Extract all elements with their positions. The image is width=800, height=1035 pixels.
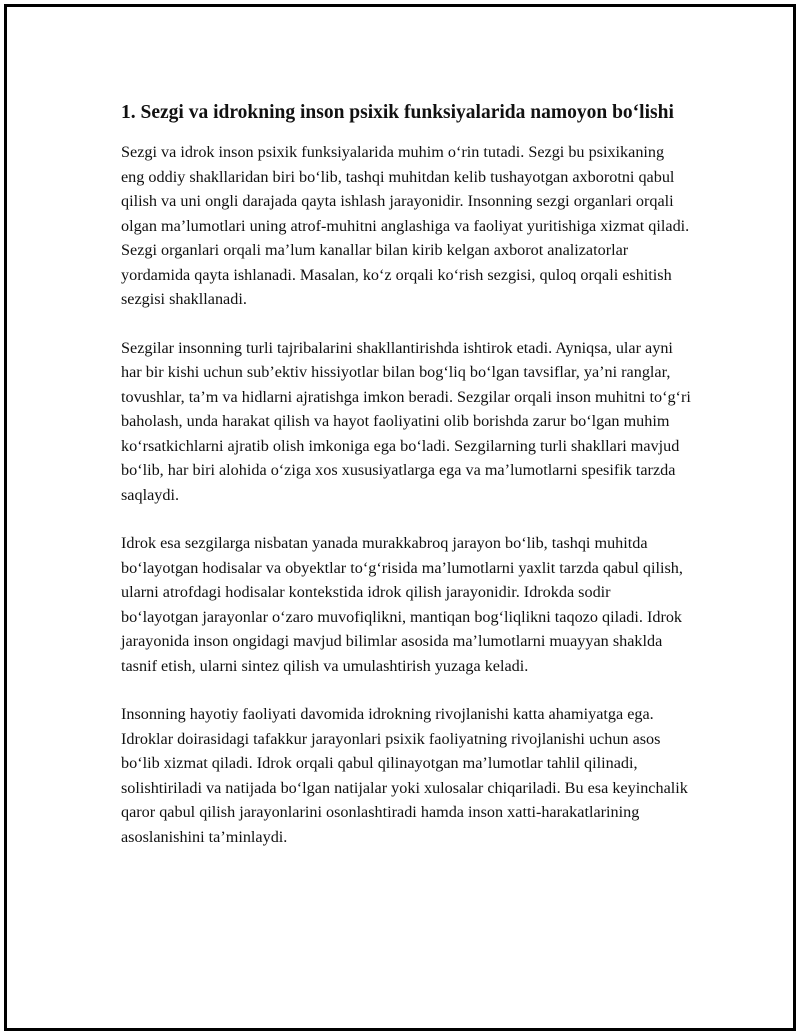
page-border <box>4 4 796 1031</box>
section-heading: 1. Sezgi va idrokning inson psixik funksiyalarida namoyon bo‘lishi <box>121 102 674 123</box>
document-body <box>121 99 691 873</box>
paragraph-2: Sezgilar insonning turli tajribalarini shakllantirishda ishtirok etadi. Ayniqsa, ular ayni har bir kishi uchun sub’ektiv hissiyotlar bilan bog‘liq bo‘lgan tavsiflar, ya’ni ranglar, tovushlar, ta’m va hidlarni ajratishga imkon beradi. Sezgilar orqali inson muhitni to‘g‘ri baholash, unda harakat qilish va hayot faoliyatini olib borishda zarur bo‘lgan muhim ko‘rsatkichlarni ajratib olish imkoniga ega bo‘ladi. Sezgilarning turli shakllari mavjud bo‘lib, har biri alohida o‘ziga xos xususiyatlarga ega va ma’lumotlarni spesifik tarzda saqlaydi. <box>121 338 691 504</box>
paragraph-3: Idrok esa sezgilarga nisbatan yanada murakkabroq jarayon bo‘lib, tashqi muhitda bo‘layotgan hodisalar va obyektlar to‘g‘risida ma’lumotlarni yaxlit tarzda qabul qilish, ularni atrofdagi hodisalar kontekstida idrok qilish jarayonidir. Idrokda sodir bo‘layotgan jarayonlar o‘zaro muvofiqlikni, mantiqan bog‘liqlikni taqozo qiladi. Idrok jarayonida inson ongidagi mavjud bilimlar asosida ma’lumotlarni muayyan shaklda tasnif etish, ularni sintez qilish va umulashtirish yuzaga keladi. <box>121 534 683 675</box>
paragraph-4: Insonning hayotiy faoliyati davomida idrokning rivojlanishi katta ahamiyatga ega. Idroklar doirasidagi tafakkur jarayonlari psixik faoliyatning rivojlanishi uchun asos bo‘lib xizmat qiladi. Idrok orqali qabul qilinayotgan ma’lumotlar tahlil qilinadi, solishtiriladi va natijada bo‘lgan natijalar yoki xulosalar chiqariladi. Bu esa keyinchalik qaror qabul qilish jarayonlarini osonlashtiradi hamda inson xatti-harakatlarining asoslanishini ta’minlaydi. <box>121 705 688 846</box>
paragraph-1: Sezgi va idrok inson psixik funksiyalarida muhim o‘rin tutadi. Sezgi bu psixikaning eng oddiy shakllaridan biri bo‘lib, tashqi muhitdan kelib tushayotgan axborotni qabul qilish va uni ongli darajada qayta ishlash jarayonidir. Insonning sezgi organlari orqali olgan ma’lumotlari uning atrof-muhitni anglashiga va faoliyat yuritishiga xizmat qiladi. Sezgi organlari orqali ma’lum kanallar bilan kirib kelgan axborot analizatorlar yordamida qayta ishlanadi. Masalan, ko‘z orqali ko‘rish sezgisi, quloq orqali eshitish sezgisi shakllanadi. <box>121 143 690 308</box>
